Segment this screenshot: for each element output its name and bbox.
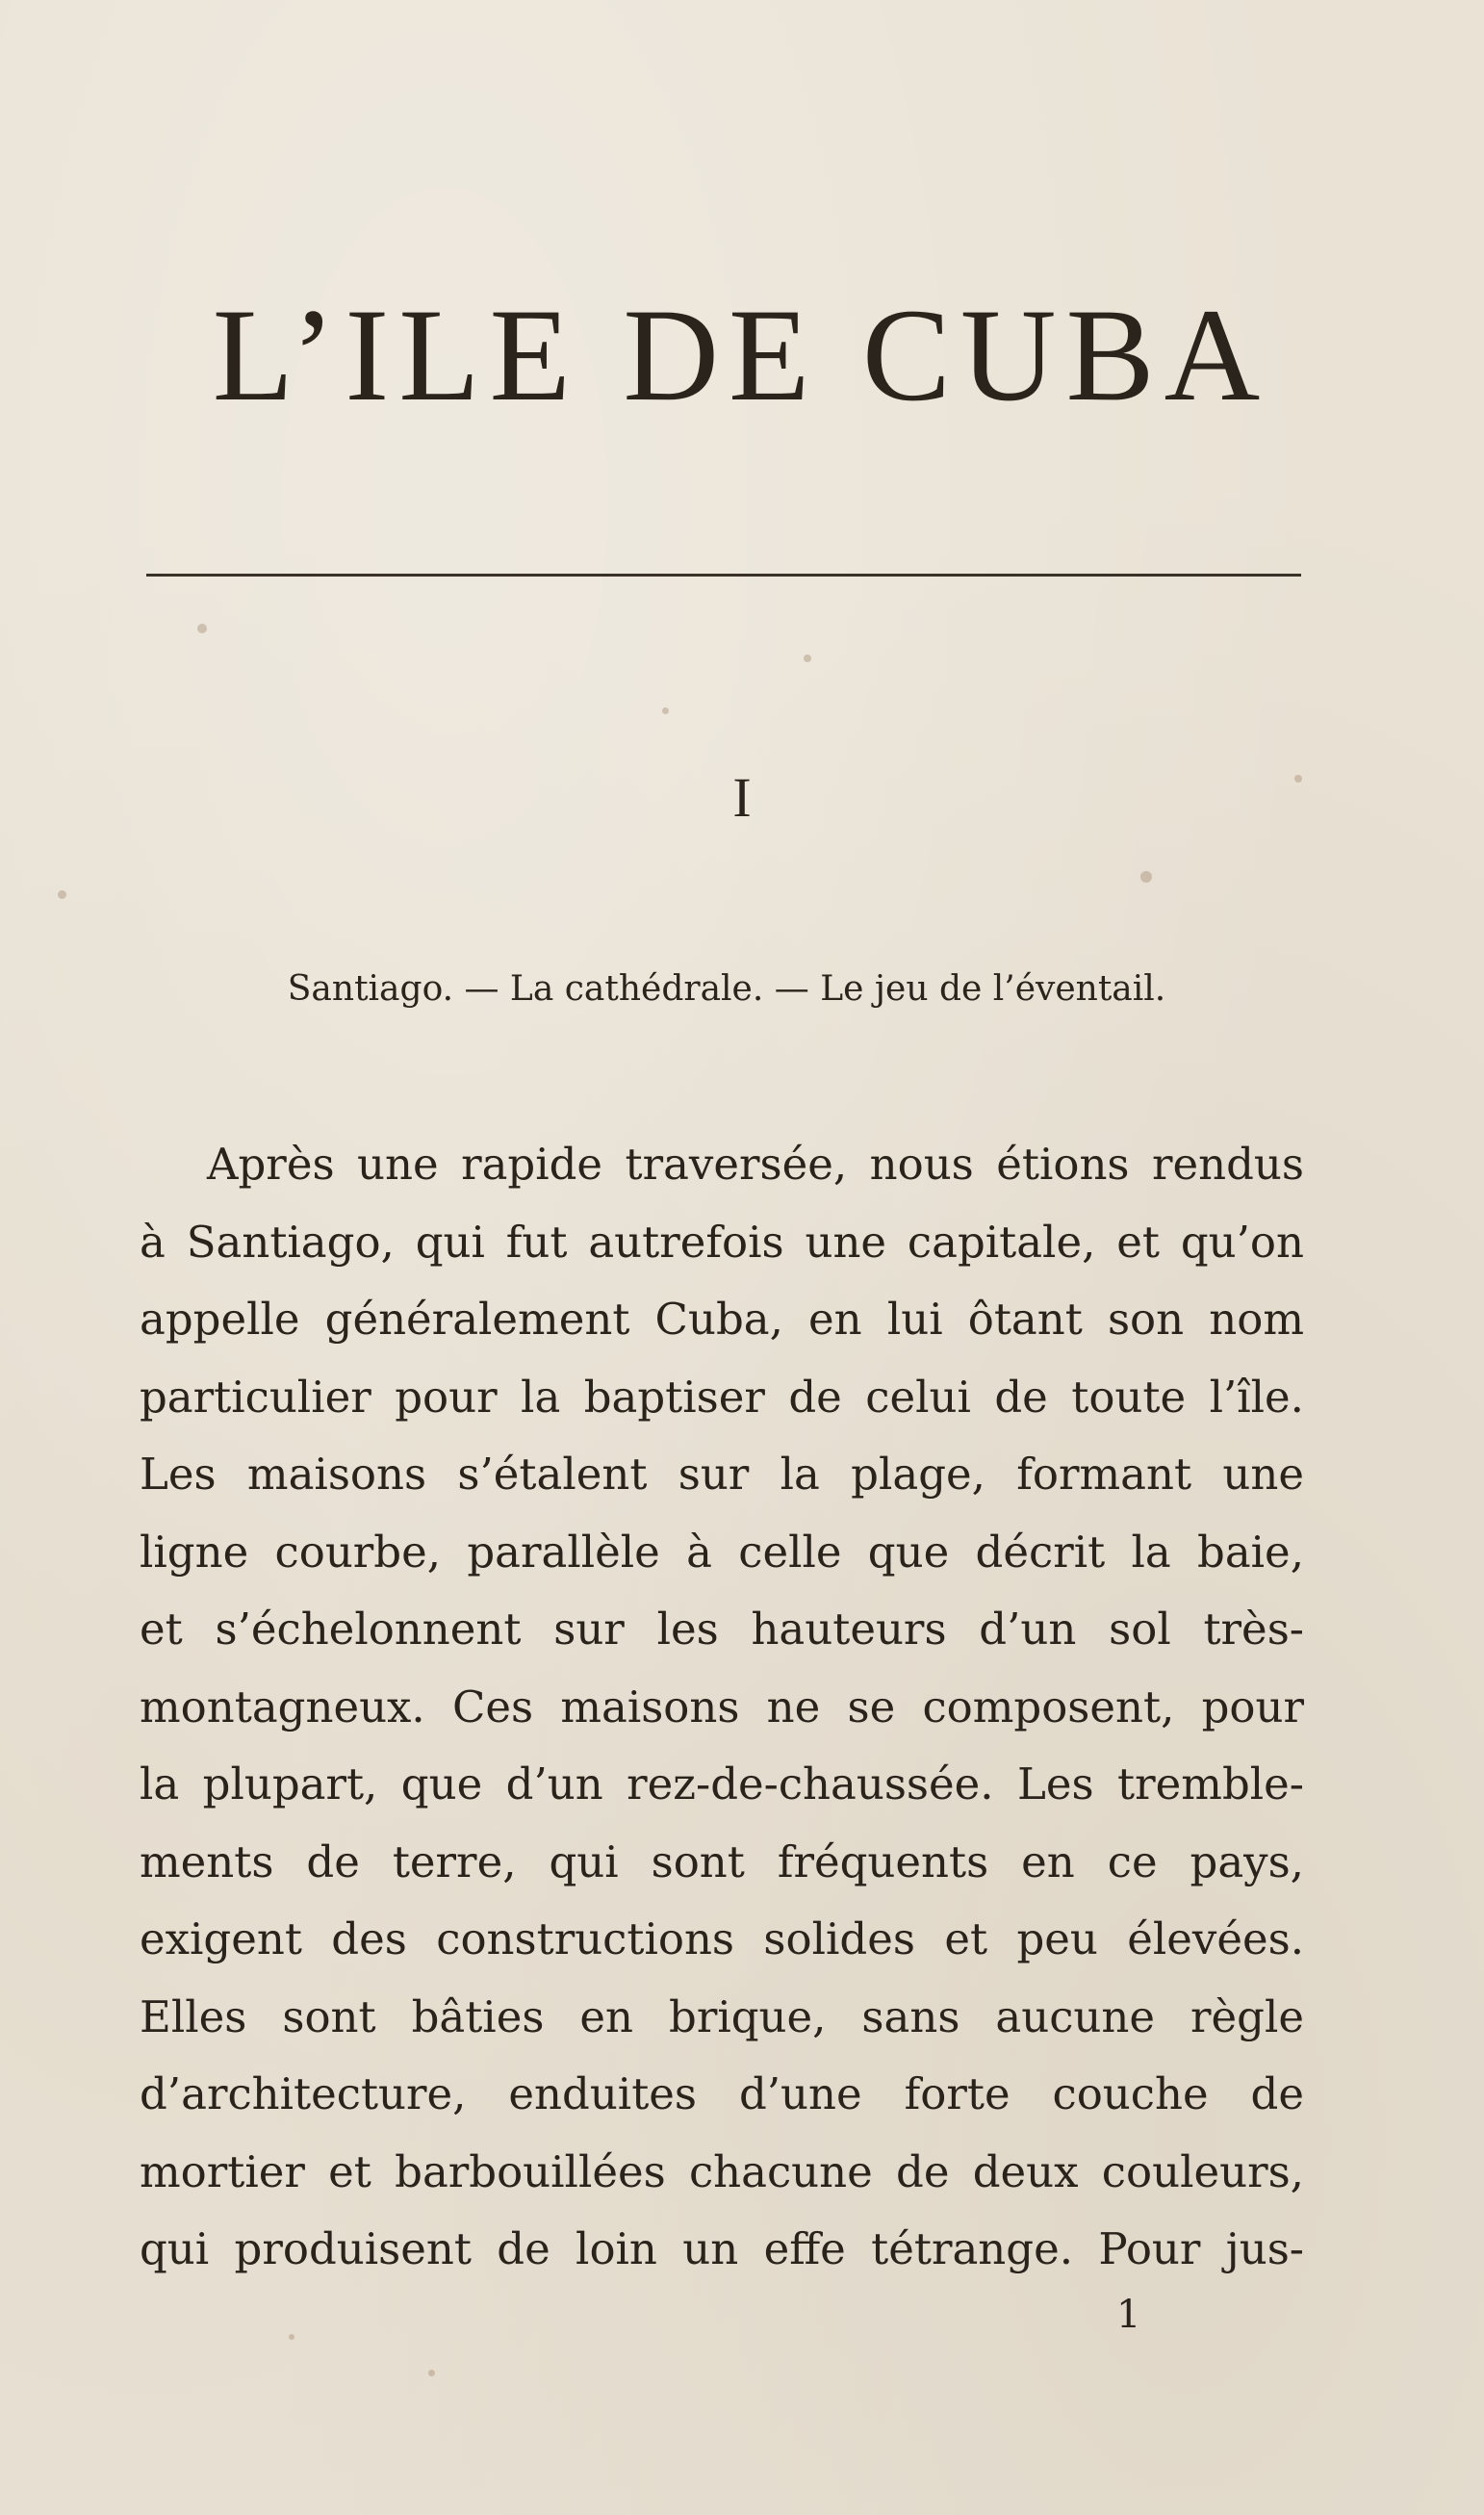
text-line: qui produisent de loin un effe tétrange. Pour jus- <box>140 2223 1304 2274</box>
chapter-number: I <box>732 766 752 829</box>
text-line: à Santiago, qui fut autrefois une capitale, et qu’on <box>140 1216 1304 1268</box>
text-line: particulier pour la baptiser de celui de toute l’île. <box>140 1371 1304 1423</box>
paper-stain <box>1140 871 1152 883</box>
text-line: d’architecture, enduites d’une forte couche de <box>140 2068 1304 2119</box>
paper-stain <box>289 2334 294 2340</box>
page-number: 1 <box>1116 2293 1141 2337</box>
paper-stain <box>804 654 811 662</box>
paper-stain <box>197 624 207 633</box>
page-title: L’ILE DE CUBA <box>212 281 1270 428</box>
chapter-summary: Santiago. — La cathédrale. — Le jeu de l’éventail. <box>287 969 1166 1009</box>
body-paragraph <box>140 1126 1304 2289</box>
text-line: montagneux. Ces maisons ne se composent, pour <box>140 1681 1304 1732</box>
paper-stain <box>58 890 66 899</box>
title-divider <box>146 574 1301 577</box>
text-line: Elles sont bâties en brique, sans aucune règle <box>140 1990 1304 2042</box>
text-line: mortier et barbouillées chacune de deux couleurs, <box>140 2145 1304 2197</box>
text-line: Après une rapide traversée, nous étions rendus <box>207 1139 1304 1190</box>
paper-stain <box>662 707 669 714</box>
text-line: exigent des constructions solides et peu élevées. <box>140 1913 1304 1964</box>
text-line: ligne courbe, parallèle à celle que décrit la baie, <box>140 1526 1304 1578</box>
text-line: ments de terre, qui sont fréquents en ce pays, <box>140 1835 1304 1887</box>
text-line: appelle généralement Cuba, en lui ôtant son nom <box>140 1294 1304 1345</box>
text-line: la plupart, que d’un rez-de-chaussée. Les tremble- <box>140 1758 1304 1809</box>
text-line: et s’échelonnent sur les hauteurs d’un sol très- <box>140 1604 1304 1655</box>
paper-stain <box>428 2370 435 2376</box>
text-line: Les maisons s’étalent sur la plage, formant une <box>140 1449 1304 1500</box>
